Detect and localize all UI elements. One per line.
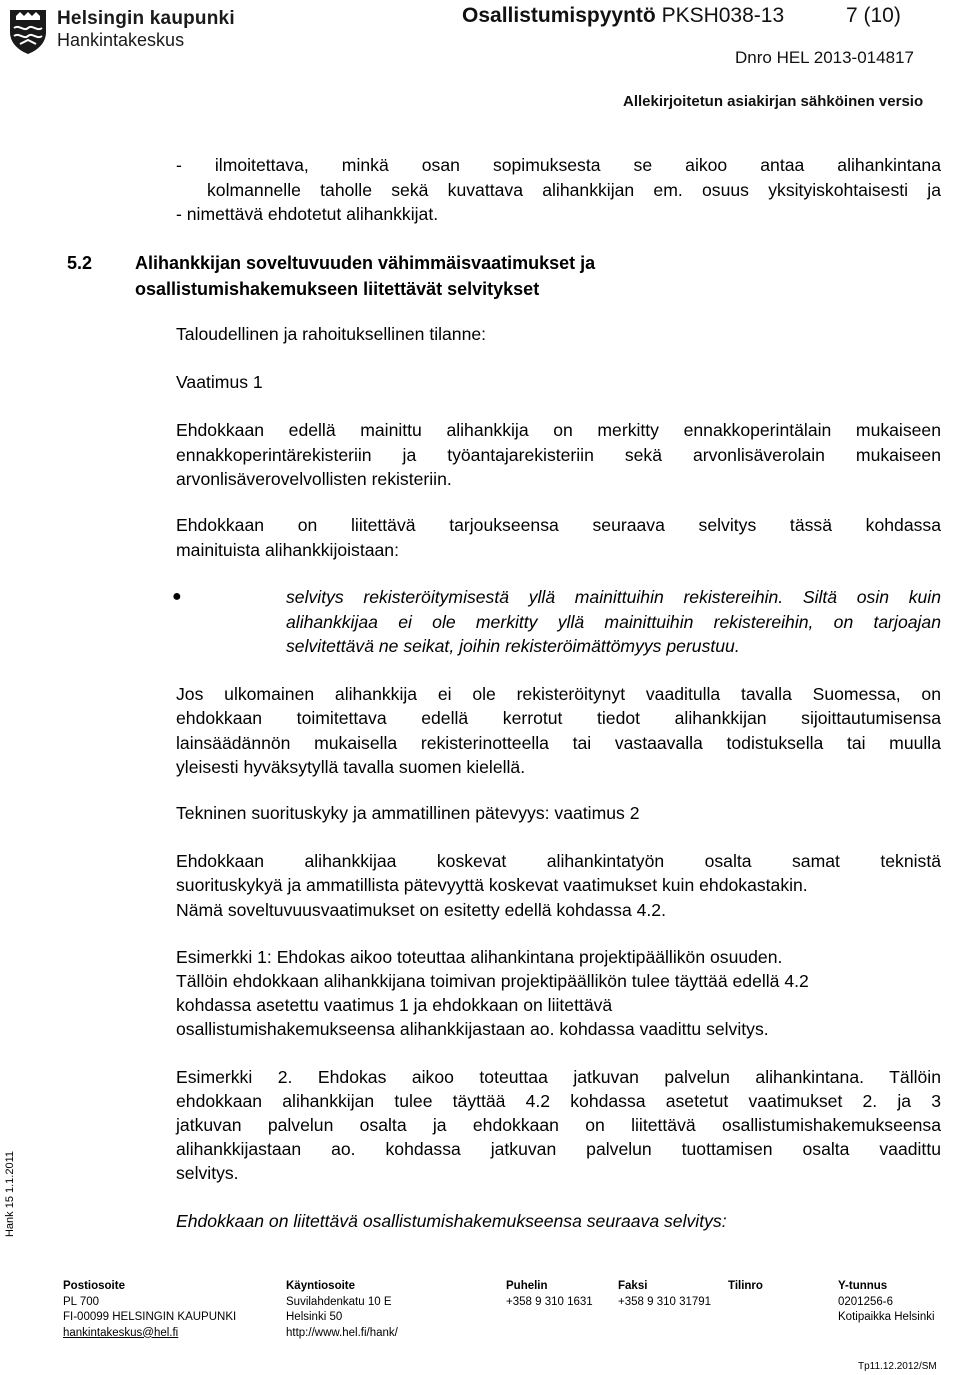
- bullet-item: [286, 585, 941, 659]
- example-line: Esimerkki 1: Ehdokas aikoo toteuttaa alihankintana projektipäällikön osuuden.: [176, 947, 783, 967]
- list-line: kolmannelle taholle sekä kuvattava alihankkijan em. osuus yksityiskohtaisesti ja: [207, 180, 941, 200]
- footer-business-id: [838, 1279, 935, 1326]
- footer-visit: [286, 1279, 398, 1341]
- paragraph-line: yleisesti hyväksytyllä tavalla suomen kielellä.: [176, 757, 526, 777]
- paragraph-line: suorituskykyä ja ammatillista pätevyyttä koskevat vaatimukset kuin ehdokastakin.: [176, 875, 808, 895]
- footer-value: Helsinki 50: [286, 1311, 343, 1323]
- section-number: 5.2: [67, 253, 93, 273]
- paragraph-line: arvonlisäverovelvollisten rekisteriin.: [176, 469, 452, 489]
- template-code: Tp11.12.2012/SM: [858, 1361, 937, 1372]
- document-code: PKSH038-13: [661, 4, 785, 27]
- footer-value: Suvilahdenkatu 10 E: [286, 1295, 392, 1308]
- footer-heading: Y-tunnus: [838, 1280, 888, 1292]
- page-number: 7 (10): [846, 4, 901, 27]
- closing-instruction: Ehdokkaan on liitettävä osallistumishakemukseensa seuraava selvitys:: [176, 1211, 727, 1231]
- bullet-line: selvitys rekisteröitymisestä yllä mainittuihin rekistereihin. Siltä osin kuin: [286, 587, 941, 607]
- footer-heading: Tilinro: [728, 1280, 763, 1292]
- paragraph-line: Ehdokkaan alihankkijaa koskevat alihankintatyön osalta samat teknistä: [176, 851, 941, 871]
- bullet-line: selvitettävä ne seikat, joihin rekisteröimättömyys perustuu.: [286, 636, 740, 656]
- bullet-icon: ●: [172, 588, 182, 605]
- footer-heading: Puhelin: [506, 1280, 548, 1292]
- organization-name: Helsingin kaupunki: [57, 8, 235, 29]
- paragraph-line: ennakkoperintärekisteriin ja työantajarekisteriin sekä arvonlisäverolain mukaiseen: [176, 445, 941, 465]
- subheading-financial: Taloudellinen ja rahoituksellinen tilanne:: [176, 324, 487, 344]
- signature-note: Allekirjoitetun asiakirjan sähköinen versio: [623, 93, 924, 110]
- example-line: alihankkijastaan ao. kohdassa jatkuvan palvelun tuottamisen osalta vaadittu: [176, 1139, 941, 1159]
- paragraph-line: Ehdokkaan on liitettävä tarjoukseensa seuraava selvitys tässä kohdassa: [176, 515, 941, 535]
- example-line: kohdassa asetettu vaatimus 1 ja ehdokkaan on liitettävä: [176, 995, 613, 1015]
- paragraph-line: mainituista alihankkijoistaan:: [176, 540, 399, 560]
- footer-value: PL 700: [63, 1295, 100, 1308]
- email-link[interactable]: hankintakeskus@hel.fi: [63, 1326, 179, 1339]
- example-line: Esimerkki 2. Ehdokas aikoo toteuttaa jatkuvan palvelun alihankintana. Tällöin: [176, 1067, 941, 1087]
- paragraph-line: Jos ulkomainen alihankkija ei ole rekisteröitynyt vaaditulla tavalla Suomessa, on: [176, 684, 941, 704]
- footer-value: 0201256-6: [838, 1295, 893, 1308]
- section-title-line: osallistumishakemukseen liitettävät selvitykset: [135, 279, 540, 299]
- record-number: Dnro HEL 2013-014817: [735, 48, 914, 67]
- example-line: Tällöin ehdokkaan alihankkijana toimivan projektipäällikön tulee täyttää edellä 4.2: [176, 971, 809, 991]
- list-line: - nimettävä ehdotetut alihankkijat.: [176, 204, 439, 224]
- section-title: [135, 250, 595, 302]
- list-line: - ilmoitettava, minkä osan sopimuksesta se aikoo antaa alihankintana: [176, 155, 941, 175]
- footer-account: [728, 1279, 763, 1295]
- example-line: selvitys.: [176, 1163, 239, 1183]
- example-line: ehdokkaan alihankkijan tulee täyttää 4.2 kohdassa asetetut vaatimukset 2. ja 3: [176, 1091, 941, 1111]
- document-type: Osallistumispyyntö: [462, 4, 656, 27]
- helsinki-crest-icon: [6, 6, 50, 56]
- section-title-line: Alihankkijan soveltuvuuden vähimmäisvaatimukset ja: [135, 253, 596, 273]
- footer-phone: [506, 1279, 593, 1310]
- footer-heading: Postiosoite: [63, 1280, 125, 1292]
- footer-value: +358 9 310 1631: [506, 1295, 593, 1308]
- footer-value: FI-00099 HELSINGIN KAUPUNKI: [63, 1311, 237, 1323]
- footer-postal: [63, 1279, 236, 1341]
- example-line: osallistumishakemukseensa alihankkijastaan ao. kohdassa vaadittu selvitys.: [176, 1019, 769, 1039]
- bullet-line: alihankkijaa ei ole merkitty yllä mainittuihin rekistereihin, on tarjoajan: [286, 611, 941, 632]
- footer-value: Kotipaikka Helsinki: [838, 1311, 935, 1323]
- requirement-1: Vaatimus 1: [176, 372, 263, 392]
- paragraph-line: Nämä soveltuvuusvaatimukset on esitetty edellä kohdassa 4.2.: [176, 900, 666, 920]
- footer-value: +358 9 310 31791: [618, 1295, 712, 1308]
- template-side-label: Hank 15 1.1.2011: [4, 1150, 17, 1238]
- footer-heading: Faksi: [618, 1280, 648, 1292]
- website-link[interactable]: http://www.hel.fi/hank/: [286, 1326, 398, 1339]
- document-title: [462, 4, 784, 28]
- paragraph-line: ehdokkaan toimitettava edellä kerrotut tiedot alihankkijan sijoittautumisensa: [176, 708, 941, 728]
- example-line: jatkuvan palvelun osalta ja ehdokkaan on liitettävä osallistumishakemukseensa: [176, 1115, 941, 1135]
- paragraph-line: Ehdokkaan edellä mainittu alihankkija on merkitty ennakkoperintälain mukaiseen: [176, 420, 941, 440]
- paragraph-line: lainsäädännön mukaisella rekisterinotteella tai vastaavalla todistuksella tai muulla: [176, 733, 941, 753]
- organization-unit: Hankintakeskus: [57, 30, 185, 50]
- subheading-technical: Tekninen suorituskyky ja ammatillinen pätevyys: vaatimus 2: [176, 803, 640, 823]
- footer-heading: Käyntiosoite: [286, 1280, 356, 1292]
- footer-fax: [618, 1279, 711, 1310]
